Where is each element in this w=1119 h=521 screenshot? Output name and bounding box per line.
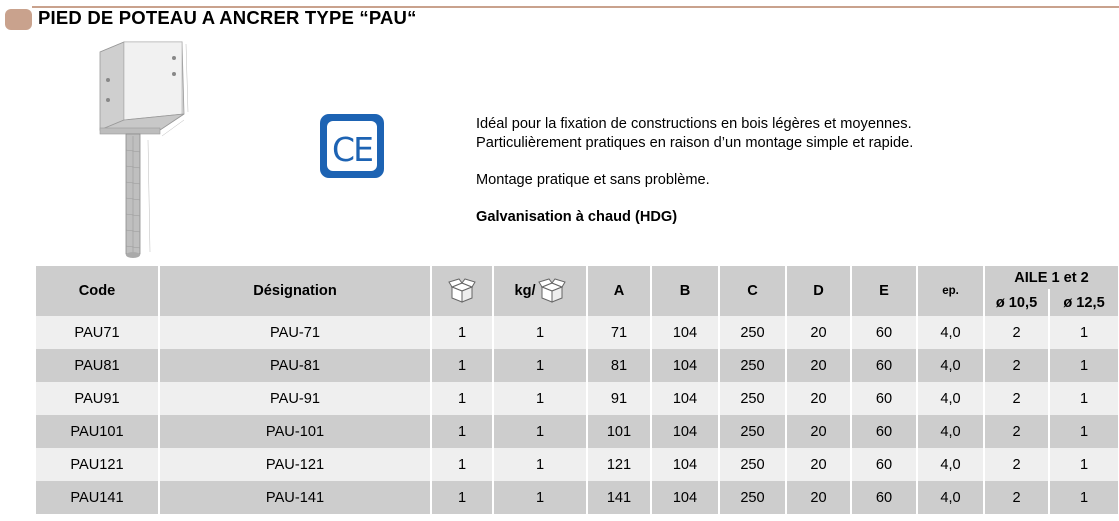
header-aile: AILE 1 et 2 <box>984 266 1119 289</box>
cell-code: PAU141 <box>35 481 159 514</box>
cell-kg-qty: 1 <box>493 316 587 349</box>
header-kg <box>493 266 587 316</box>
table-row <box>35 382 1119 415</box>
description-line-1: Idéal pour la fixation de constructions en bois légères et moyennes. <box>476 116 912 132</box>
cell-ep: 4,0 <box>917 481 984 514</box>
ce-mark-badge <box>320 114 384 178</box>
ce-mark-text: CE <box>332 130 372 169</box>
cell-e: 60 <box>851 349 917 382</box>
description-line-3: Montage pratique et sans problème. <box>476 172 710 188</box>
cell-kg-qty: 1 <box>493 415 587 448</box>
cell-e: 60 <box>851 415 917 448</box>
cell-a: 71 <box>587 316 651 349</box>
table-row <box>35 448 1119 481</box>
cell-a: 121 <box>587 448 651 481</box>
cell-designation: PAU-81 <box>159 349 431 382</box>
cell-box-qty: 1 <box>431 448 493 481</box>
cell-code: PAU121 <box>35 448 159 481</box>
header-d: D <box>786 266 851 316</box>
table-row <box>35 349 1119 382</box>
cell-kg-qty: 1 <box>493 349 587 382</box>
header-designation: Désignation <box>159 266 431 316</box>
cell-d: 20 <box>786 448 851 481</box>
cell-b: 104 <box>651 415 719 448</box>
cell-code: PAU71 <box>35 316 159 349</box>
cell-ep: 4,0 <box>917 349 984 382</box>
header-ep: ep. <box>917 266 984 316</box>
cell-d: 20 <box>786 316 851 349</box>
product-table <box>34 266 1119 514</box>
cell-aile-12-5: 1 <box>1049 481 1119 514</box>
cell-code: PAU81 <box>35 349 159 382</box>
table-row <box>35 415 1119 448</box>
cell-aile-10-5: 2 <box>984 349 1049 382</box>
cell-ep: 4,0 <box>917 415 984 448</box>
cell-c: 250 <box>719 448 786 481</box>
cell-a: 91 <box>587 382 651 415</box>
cell-box-qty: 1 <box>431 382 493 415</box>
cell-d: 20 <box>786 481 851 514</box>
cell-c: 250 <box>719 349 786 382</box>
cell-a: 81 <box>587 349 651 382</box>
cell-ep: 4,0 <box>917 382 984 415</box>
cell-aile-10-5: 2 <box>984 481 1049 514</box>
cell-b: 104 <box>651 448 719 481</box>
header-diam-12-5: ø 12,5 <box>1049 289 1119 316</box>
cell-c: 250 <box>719 382 786 415</box>
cell-aile-10-5: 2 <box>984 316 1049 349</box>
cell-kg-qty: 1 <box>493 481 587 514</box>
cell-box-qty: 1 <box>431 349 493 382</box>
cell-d: 20 <box>786 415 851 448</box>
cell-c: 250 <box>719 316 786 349</box>
cell-aile-12-5: 1 <box>1049 349 1119 382</box>
cell-a: 141 <box>587 481 651 514</box>
cell-b: 104 <box>651 481 719 514</box>
cell-code: PAU101 <box>35 415 159 448</box>
cell-kg-qty: 1 <box>493 448 587 481</box>
cell-designation: PAU-141 <box>159 481 431 514</box>
cell-a: 101 <box>587 415 651 448</box>
title-marker <box>5 9 32 30</box>
cell-b: 104 <box>651 316 719 349</box>
cell-e: 60 <box>851 382 917 415</box>
cell-b: 104 <box>651 349 719 382</box>
cell-box-qty: 1 <box>431 415 493 448</box>
cell-aile-10-5: 2 <box>984 382 1049 415</box>
cell-ep: 4,0 <box>917 316 984 349</box>
header-b: B <box>651 266 719 316</box>
cell-code: PAU91 <box>35 382 159 415</box>
cell-designation: PAU-121 <box>159 448 431 481</box>
cell-designation: PAU-91 <box>159 382 431 415</box>
ce-mark-inner <box>327 121 377 171</box>
cell-d: 20 <box>786 349 851 382</box>
cell-kg-qty: 1 <box>493 382 587 415</box>
header-kg-label: kg/ <box>514 283 536 299</box>
cell-aile-10-5: 2 <box>984 415 1049 448</box>
header-c: C <box>719 266 786 316</box>
header-diam-10-5: ø 10,5 <box>984 289 1049 316</box>
product-image <box>78 40 198 262</box>
description-line-4: Galvanisation à chaud (HDG) <box>476 209 678 225</box>
cell-d: 20 <box>786 382 851 415</box>
cell-c: 250 <box>719 481 786 514</box>
table-row <box>35 481 1119 514</box>
box-icon <box>448 278 476 304</box>
box-icon <box>538 278 566 304</box>
cell-aile-12-5: 1 <box>1049 415 1119 448</box>
table-row <box>35 316 1119 349</box>
cell-c: 250 <box>719 415 786 448</box>
header-box <box>431 266 493 316</box>
cell-e: 60 <box>851 316 917 349</box>
cell-box-qty: 1 <box>431 481 493 514</box>
header-e: E <box>851 266 917 316</box>
cell-designation: PAU-101 <box>159 415 431 448</box>
cell-e: 60 <box>851 481 917 514</box>
header-code: Code <box>35 266 159 316</box>
cell-aile-10-5: 2 <box>984 448 1049 481</box>
cell-e: 60 <box>851 448 917 481</box>
header-a: A <box>587 266 651 316</box>
cell-b: 104 <box>651 382 719 415</box>
page-title: PIED DE POTEAU A ANCRER TYPE “PAU“ <box>38 7 417 28</box>
cell-designation: PAU-71 <box>159 316 431 349</box>
cell-box-qty: 1 <box>431 316 493 349</box>
cell-aile-12-5: 1 <box>1049 448 1119 481</box>
cell-ep: 4,0 <box>917 448 984 481</box>
cell-aile-12-5: 1 <box>1049 382 1119 415</box>
cell-aile-12-5: 1 <box>1049 316 1119 349</box>
description-line-2: Particulièrement pratiques en raison d’un montage simple et rapide. <box>476 135 914 151</box>
